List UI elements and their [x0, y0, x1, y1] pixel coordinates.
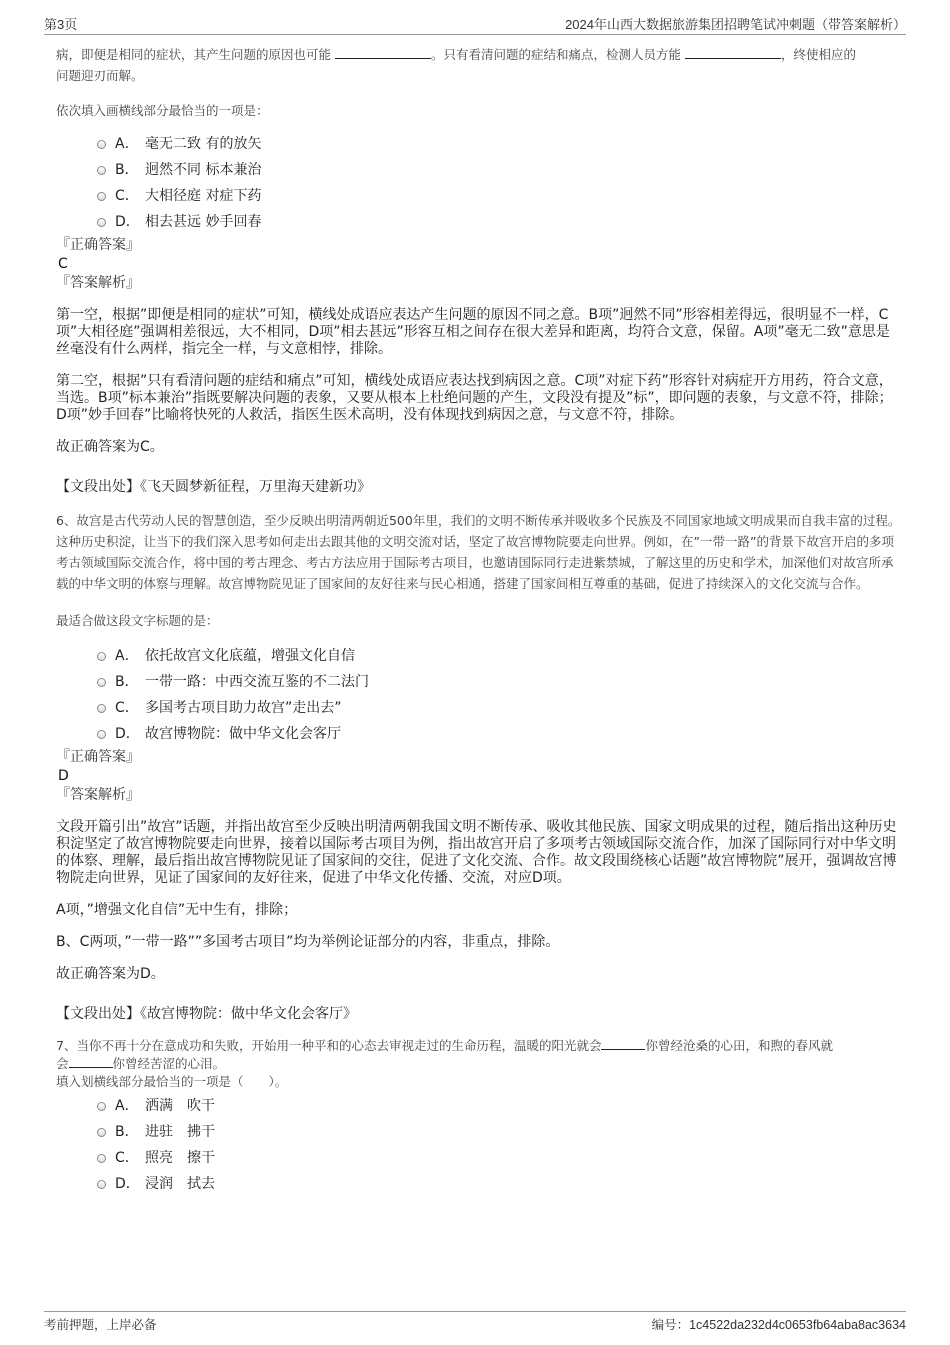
question-stem: 病，即便是相同的症状，其产生问题的原因也可能 。只有看清问题的症结和痛点，检测人员方能 ，终使相应的 问题迎刃而解。 [56, 47, 857, 83]
option-a[interactable]: A． 依托故宫文化底蕴，增强文化自信 [56, 643, 902, 669]
fill-blank [335, 46, 431, 59]
option-d[interactable]: D． 浸润 拭去 [56, 1171, 902, 1197]
analysis-paragraph: A项，”增强文化自信”无中生有，排除； [56, 902, 298, 918]
radio-icon[interactable] [97, 704, 106, 713]
option-a[interactable]: A． 洒满 吹干 [56, 1093, 902, 1119]
document-title: 2024年山西大数据旅游集团招聘笔试冲刺题（带答案解析） [565, 17, 906, 32]
answer-label: 『正确答案』 [56, 237, 140, 253]
analysis-label: 『答案解析』 [56, 275, 140, 291]
radio-icon[interactable] [97, 192, 106, 201]
analysis-paragraph: 文段开篇引出”故宫”话题，并指出故宫至少反映出明清两朝我国文明不断传承、吸收其他民族、国家文明成果的过程，随后指出这种历史积淀坚定了故宫博物院要走向世界，接着以国际考古项目为例，指出故宫开启了多项考古领域国际交流合作，加深了国际同行对中华文明的体察、理解，最后指出故宫博物院见证了国家间的交往，促进了文化交流、合作。故文段围绕核心话题”故宫博物院”展开，强调故宫博物院走向世界，见证了国家间的友好往来，促进了中华文化传播、交流，对应D项。 [56, 819, 897, 886]
radio-icon[interactable] [97, 1128, 106, 1137]
option-c[interactable]: C． 大相径庭 对症下药 [56, 183, 902, 209]
option-d[interactable]: D． 相去甚远 妙手回春 [56, 209, 902, 235]
radio-icon[interactable] [97, 730, 106, 739]
question-7 [56, 1037, 902, 1197]
question-6 [56, 510, 902, 1023]
option-c[interactable]: C． 照亮 擦干 [56, 1145, 902, 1171]
options-list [56, 643, 902, 747]
question-stem: 7、当你不再十分在意成功和失败，开始用一种平和的心态去审视走过的生命历程，温暖的阳光就会 你曾经沧桑的心田，和煦的春风就 会 你曾经苦涩的心泪。 [56, 1038, 833, 1071]
answer-label: 『正确答案』 [56, 749, 140, 765]
question-prompt: 最适合做这段文字标题的是： [56, 613, 219, 628]
fill-blank [685, 46, 781, 59]
option-b[interactable]: B． 进驻 拂干 [56, 1119, 902, 1145]
page-footer [44, 1311, 906, 1332]
question-prompt: 依次填入画横线部分最恰当的一项是： [56, 103, 269, 118]
correct-answer: D [58, 768, 69, 784]
document-body [56, 44, 902, 1197]
document-code: 编号：1c4522da232d4c0653fb64aba8ac3634 [651, 1318, 906, 1332]
correct-answer: C [58, 256, 68, 272]
radio-icon[interactable] [97, 1102, 106, 1111]
radio-icon[interactable] [97, 140, 106, 149]
options-list [56, 131, 902, 235]
option-c[interactable]: C． 多国考古项目助力故宫”走出去” [56, 695, 902, 721]
question-5 [56, 44, 902, 496]
radio-icon[interactable] [97, 1180, 106, 1189]
footer-slogan: 考前押题，上岸必备 [44, 1318, 157, 1332]
options-list [56, 1093, 902, 1197]
option-a[interactable]: A． 毫无二致 有的放矢 [56, 131, 902, 157]
fill-blank [601, 1037, 645, 1050]
analysis-conclusion: 故正确答案为D。 [56, 966, 165, 982]
radio-icon[interactable] [97, 166, 106, 175]
analysis-paragraph: 第一空，根据”即便是相同的症状”可知，横线处成语应表达产生问题的原因不同之意。B项”迥然不同”形容相差得远，很明显不一样，C项”大相径庭”强调相差很远，大不相同，D项”相去甚远”形容互相之间存在很大差异和距离，均符合文意，保留。A项”毫无二致”意思是丝毫没有什么两样，指完全一样，与文意相悖，排除。 [56, 307, 890, 357]
fill-blank [69, 1055, 113, 1068]
page-number: 第3页 [44, 17, 78, 32]
radio-icon[interactable] [97, 652, 106, 661]
analysis-paragraph: 第二空，根据”只有看清问题的症结和痛点”可知，横线处成语应表达找到病因之意。C项”对症下药”形容针对病症开方用药，符合文意，当选。B项”标本兼治”指既要解决问题的表象，又要从根本上杜绝问题的产生，文段没有提及”标”，即问题的表象，与文意不符，排除；D项”妙手回春”比喻将快死的人救活，指医生医术高明，没有体现找到病因之意，与文意不符，排除。 [56, 373, 893, 423]
radio-icon[interactable] [97, 678, 106, 687]
option-b[interactable]: B． 一带一路：中西交流互鉴的不二法门 [56, 669, 902, 695]
option-d[interactable]: D． 故宫博物院：做中华文化会客厅 [56, 721, 902, 747]
radio-icon[interactable] [97, 1154, 106, 1163]
radio-icon[interactable] [97, 218, 106, 227]
question-prompt: 填入划横线部分最恰当的一项是（ ）。 [56, 1074, 288, 1089]
analysis-paragraph: B、C两项，”一带一路””多国考古项目”均为举例论证部分的内容，非重点，排除。 [56, 934, 560, 950]
analysis-label: 『答案解析』 [56, 787, 140, 803]
question-stem: 6、故宫是古代劳动人民的智慧创造，至少反映出明清两朝近500年里，我们的文明不断传承并吸收多个民族及不同国家地域文明成果而自我丰富的过程。这种历史积淀，让当下的我们深入思考如何走出去跟其他的文明交流对话，坚定了故宫博物院要走向世界。例如，在”一带一路”的背景下故宫开启的多项考古领域国际交流合作，将中国的考古理念、考古方法应用于国际考古项目，也邀请国际同行走进紫禁城，了解这里的历史和学术，加深他们对故宫所承载的中华文明的体察与理解。故宫博物院见证了国家间的友好往来与民心相通，搭建了国家间相互尊重的基础，促进了持续深入的文化交流与合作。 [56, 513, 901, 591]
passage-source: 【文段出处】《飞天圆梦新征程，万里海天建新功》 [56, 479, 371, 495]
passage-source: 【文段出处】《故宫博物院：做中华文化会客厅》 [56, 1006, 357, 1022]
option-b[interactable]: B． 迥然不同 标本兼治 [56, 157, 902, 183]
analysis-conclusion: 故正确答案为C。 [56, 439, 164, 455]
page-header [44, 12, 906, 35]
